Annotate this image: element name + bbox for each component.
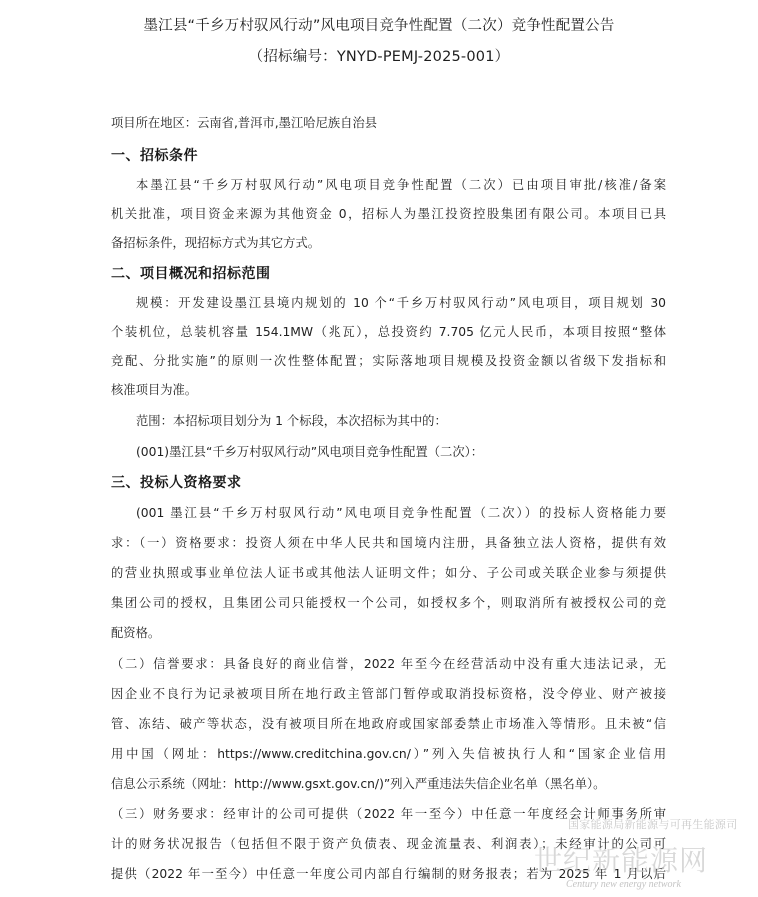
section-heading-project-overview: 二、项目概况和招标范围 xyxy=(111,266,271,282)
paragraph-line: 配资格。 xyxy=(111,626,161,640)
paragraph-line: 本墨江县“千乡万村驭风行动”风电项目竞争性配置（二次）已由项目审批/核准/备案 xyxy=(136,178,666,192)
paragraph-line: 的营业执照或事业单位法人证书或其他法人证明文件；如分、子公司或关联企业参与须提供 xyxy=(111,566,666,580)
paragraph-line: 规模：开发建设墨江县境内规划的 10 个“千乡万村驭风行动”风电项目，项目规划 30 xyxy=(136,296,666,310)
watermark-line: Century new energy network xyxy=(566,879,681,890)
paragraph-line: 备招标条件，现招标方式为其它方式。 xyxy=(111,236,321,250)
paragraph-line: 求：（一）资格要求：投资人须在中华人民共和国境内注册，具备独立法人资格，提供有效 xyxy=(111,536,666,550)
section-heading-bidder-qualifications: 三、投标人资格要求 xyxy=(111,475,242,491)
scope-line: 范围：本招标项目划分为 1 个标段，本次招标为其中的： xyxy=(136,414,447,428)
paragraph-line: 竞配、分批实施”的原则一次性整体配置；实际落地项目规模及投资金额以省级下发指标和 xyxy=(111,354,666,368)
section-heading-bidding-conditions: 一、招标条件 xyxy=(111,148,198,164)
paragraph-line: 用中国（网址：https://www.creditchina.gov.cn/）”列入失信被执行人和“国家企业信用 xyxy=(111,747,666,761)
bid-number: （招标编号：YNYD-PEMJ-2025-001） xyxy=(248,49,510,65)
lot-line: (001)墨江县“千乡万村驭风行动”风电项目竞争性配置（二次）： xyxy=(136,445,484,459)
paragraph-line: 核准项目为准。 xyxy=(111,383,198,397)
watermark-line: 国家能源局新能源与可再生能源司 xyxy=(568,818,738,831)
paragraph-line: 管、冻结、破产等状态，没有被项目所在地政府或国家部委禁止市场准入等情形。且未被“信 xyxy=(111,717,666,731)
paragraph-line: 集团公司的授权，且集团公司只能授权一个公司，如授权多个，则取消所有被授权公司的竞 xyxy=(111,596,666,610)
paragraph-line: 提供（2022 年一至今）中任意一年度公司内部自行编制的财务报表；若为 2025 年 1 月以后 xyxy=(111,867,666,881)
paragraph-line: 信息公示系统（网址：http://www.gsxt.gov.cn/)”列入严重违法失信企业名单（黑名单）。 xyxy=(111,777,606,791)
watermark-logo-text: 世纪新能源网 xyxy=(534,844,709,877)
paragraph-line: 个装机位，总装机容量 154.1MW（兆瓦），总投资约 7.705 亿元人民币，本项目按照“整体 xyxy=(111,325,666,339)
paragraph-line: （二）信誉要求：具备良好的商业信誉，2022 年至今在经营活动中没有重大违法记录，无 xyxy=(111,657,666,671)
paragraph-line: 因企业不良行为记录被项目所在地行政主管部门暂停或取消投标资格，没令停业、财产被接 xyxy=(111,687,666,701)
project-location: 项目所在地区：云南省,普洱市,墨江哈尼族自治县 xyxy=(111,116,378,130)
paragraph-line: （三）财务要求：经审计的公司可提供（2022 年一至今）中任意一年度经会计师事务所审 xyxy=(111,807,666,821)
document-title: 墨江县“千乡万村驭风行动”风电项目竞争性配置（二次）竞争性配置公告 xyxy=(143,18,615,34)
paragraph-line: (001 墨江县“千乡万村驭风行动”风电项目竞争性配置（二次））的投标人资格能力要 xyxy=(136,506,666,520)
paragraph-line: 机关批准，项目资金来源为其他资金 0，招标人为墨江投资控股集团有限公司。本项目已具 xyxy=(111,207,666,221)
paragraph-line: 计的财务状况报告（包括但不限于资产负债表、现金流量表、利润表）；未经审计的公司可 xyxy=(111,837,666,851)
